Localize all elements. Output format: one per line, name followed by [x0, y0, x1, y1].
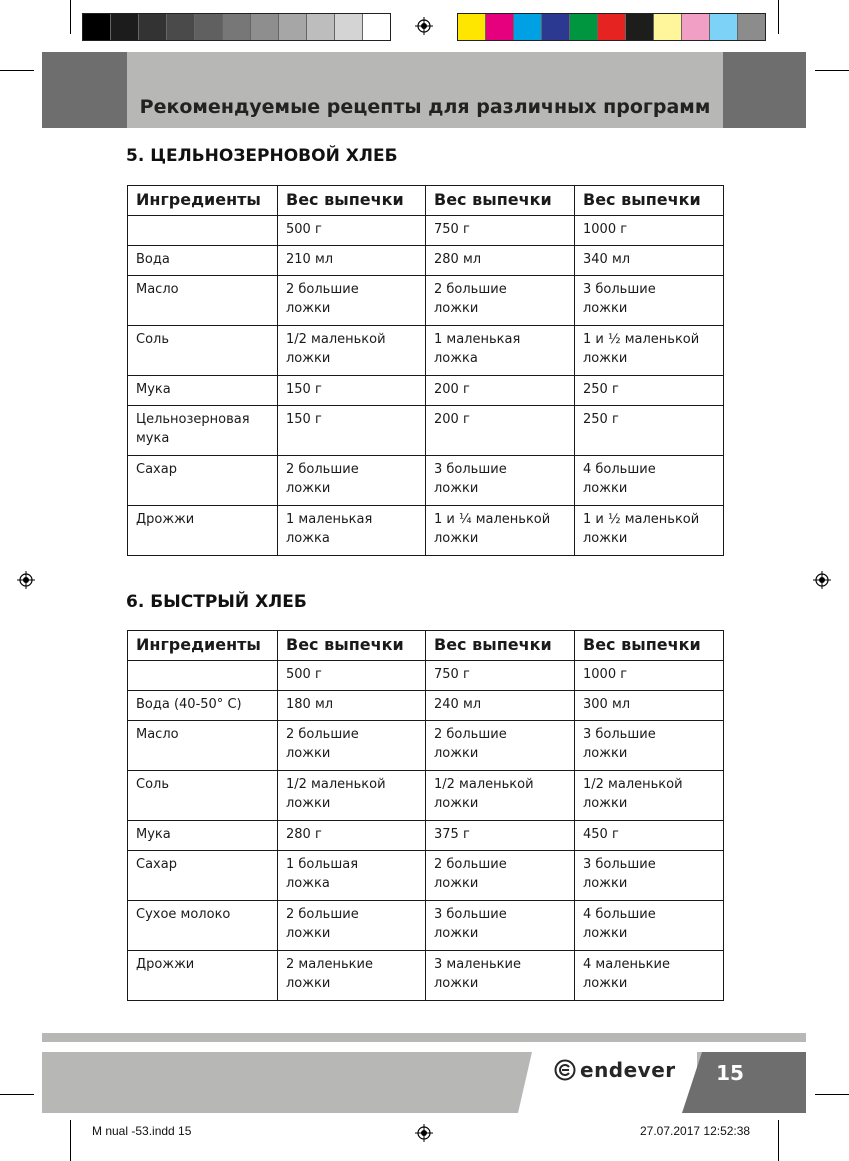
- weight-cell: 1000 г: [575, 661, 724, 691]
- recipe-table-quick: [127, 630, 724, 1001]
- color-swatch: [362, 14, 390, 40]
- brand-name: endever: [580, 1058, 676, 1082]
- column-header: Вес выпечки: [426, 186, 575, 216]
- table-header-row: [128, 631, 724, 661]
- color-swatch: [166, 14, 194, 40]
- ingredient-cell: Сахар: [128, 456, 278, 506]
- weight-cell: 250 г: [575, 406, 724, 456]
- weight-cell: 1/2 маленькой ложки: [278, 326, 426, 376]
- ingredient-cell: Дрожжи: [128, 951, 278, 1001]
- color-swatch: [250, 14, 278, 40]
- weight-cell: 2 большие ложки: [426, 721, 575, 771]
- weight-cell: 2 большие ложки: [278, 901, 426, 951]
- table-row: [128, 506, 724, 556]
- weight-cell: 1000 г: [575, 216, 724, 246]
- color-swatch: [681, 14, 709, 40]
- weight-cell: 180 мл: [278, 691, 426, 721]
- cmyk-color-bar: [457, 13, 766, 41]
- weight-cell: 1 и ¼ маленькой ложки: [426, 506, 575, 556]
- weight-cell: 1/2 маленькой ложки: [575, 771, 724, 821]
- table-row: [128, 376, 724, 406]
- table-row: [128, 901, 724, 951]
- column-header: Вес выпечки: [278, 631, 426, 661]
- table-row: [128, 456, 724, 506]
- color-swatch: [625, 14, 653, 40]
- weight-cell: 200 г: [426, 376, 575, 406]
- weight-cell: 750 г: [426, 661, 575, 691]
- color-swatch: [737, 14, 765, 40]
- color-swatch: [569, 14, 597, 40]
- weight-cell: 2 маленькие ложки: [278, 951, 426, 1001]
- table-row: [128, 771, 724, 821]
- weight-cell: 4 большие ложки: [575, 901, 724, 951]
- registration-mark-icon: [415, 1124, 433, 1142]
- footer-rule: [42, 1033, 806, 1042]
- color-swatch: [138, 14, 166, 40]
- table-row: [128, 326, 724, 376]
- table-row: [128, 246, 724, 276]
- weight-cell: 280 мл: [426, 246, 575, 276]
- weight-cell: 210 мл: [278, 246, 426, 276]
- table-header-row: [128, 186, 724, 216]
- weight-cell: 150 г: [278, 376, 426, 406]
- weight-cell: 4 маленькие ложки: [575, 951, 724, 1001]
- weight-cell: 1/2 маленькой ложки: [426, 771, 575, 821]
- slug-date-info: 27.07.2017 12:52:38: [640, 1124, 751, 1138]
- crop-mark: [70, 1120, 71, 1161]
- weight-cell: 280 г: [278, 821, 426, 851]
- table-row: [128, 661, 724, 691]
- color-swatch: [513, 14, 541, 40]
- weight-cell: 150 г: [278, 406, 426, 456]
- weight-cell: 3 большие ложки: [426, 901, 575, 951]
- weight-cell: 1 маленькая ложка: [278, 506, 426, 556]
- weight-cell: 200 г: [426, 406, 575, 456]
- weight-cell: 300 мл: [575, 691, 724, 721]
- ingredient-cell: Масло: [128, 721, 278, 771]
- section-title: 5. ЦЕЛЬНОЗЕРНОВОЙ ХЛЕБ: [126, 146, 398, 166]
- crop-mark: [778, 0, 779, 34]
- gray-color-bar: [82, 13, 391, 41]
- weight-cell: 3 большие ложки: [575, 721, 724, 771]
- table-row: [128, 216, 724, 246]
- weight-cell: 750 г: [426, 216, 575, 246]
- weight-cell: 2 большие ложки: [426, 851, 575, 901]
- crop-mark: [778, 1120, 779, 1161]
- weight-cell: 2 большие ложки: [278, 456, 426, 506]
- brand-logo-icon: [554, 1059, 576, 1081]
- weight-cell: 500 г: [278, 216, 426, 246]
- registration-mark-icon: [17, 571, 35, 589]
- weight-cell: 4 большие ложки: [575, 456, 724, 506]
- weight-cell: 1/2 маленькой ложки: [278, 771, 426, 821]
- weight-cell: 375 г: [426, 821, 575, 851]
- page-header-title: Рекомендуемые рецепты для различных программ: [139, 96, 711, 118]
- color-swatch: [541, 14, 569, 40]
- table-row: [128, 951, 724, 1001]
- color-swatch: [458, 14, 485, 40]
- brand-logo: [554, 1058, 676, 1082]
- color-swatch: [709, 14, 737, 40]
- column-header: Ингредиенты: [128, 631, 278, 661]
- weight-cell: 250 г: [575, 376, 724, 406]
- weight-cell: 240 мл: [426, 691, 575, 721]
- ingredient-cell: Дрожжи: [128, 506, 278, 556]
- weight-cell: 3 большие ложки: [575, 851, 724, 901]
- crop-mark: [815, 1094, 849, 1095]
- weight-cell: 3 маленькие ложки: [426, 951, 575, 1001]
- ingredient-cell: [128, 216, 278, 246]
- weight-cell: 2 большие ложки: [278, 721, 426, 771]
- ingredient-cell: Соль: [128, 326, 278, 376]
- section-title: 6. БЫСТРЫЙ ХЛЕБ: [126, 592, 307, 612]
- ingredient-cell: Соль: [128, 771, 278, 821]
- column-header: Вес выпечки: [278, 186, 426, 216]
- header-right-block: [723, 52, 806, 128]
- ingredient-cell: Мука: [128, 821, 278, 851]
- color-swatch: [278, 14, 306, 40]
- weight-cell: 1 большая ложка: [278, 851, 426, 901]
- table-row: [128, 406, 724, 456]
- color-swatch: [653, 14, 681, 40]
- header-left-block: [42, 52, 127, 128]
- slug-file-info: M nual -53.indd 15: [92, 1124, 192, 1138]
- weight-cell: 1 и ½ маленькой ложки: [575, 326, 724, 376]
- weight-cell: 2 большие ложки: [426, 276, 575, 326]
- ingredient-cell: Сахар: [128, 851, 278, 901]
- ingredient-cell: Мука: [128, 376, 278, 406]
- weight-cell: 3 большие ложки: [426, 456, 575, 506]
- table-row: [128, 691, 724, 721]
- color-swatch: [110, 14, 138, 40]
- ingredient-cell: Вода (40-50° С): [128, 691, 278, 721]
- crop-mark: [0, 1094, 34, 1095]
- table-row: [128, 276, 724, 326]
- color-swatch: [83, 14, 110, 40]
- color-swatch: [222, 14, 250, 40]
- table-row: [128, 821, 724, 851]
- table-row: [128, 851, 724, 901]
- weight-cell: 1 и ½ маленькой ложки: [575, 506, 724, 556]
- registration-mark-icon: [415, 17, 433, 35]
- ingredient-cell: Масло: [128, 276, 278, 326]
- crop-mark: [70, 0, 71, 34]
- recipe-table-wholegrain: [127, 185, 724, 556]
- footer-band: [42, 1052, 806, 1113]
- weight-cell: 450 г: [575, 821, 724, 851]
- color-swatch: [334, 14, 362, 40]
- crop-mark: [815, 70, 849, 71]
- column-header: Вес выпечки: [575, 631, 724, 661]
- registration-mark-icon: [813, 571, 831, 589]
- column-header: Вес выпечки: [575, 186, 724, 216]
- color-swatch: [485, 14, 513, 40]
- table-row: [128, 721, 724, 771]
- color-swatch: [306, 14, 334, 40]
- ingredient-cell: Цельнозерновая мука: [128, 406, 278, 456]
- page-number: 15: [716, 1061, 744, 1085]
- color-swatch: [194, 14, 222, 40]
- ingredient-cell: Сухое молоко: [128, 901, 278, 951]
- weight-cell: 340 мл: [575, 246, 724, 276]
- weight-cell: 2 большие ложки: [278, 276, 426, 326]
- ingredient-cell: Вода: [128, 246, 278, 276]
- ingredient-cell: [128, 661, 278, 691]
- column-header: Ингредиенты: [128, 186, 278, 216]
- column-header: Вес выпечки: [426, 631, 575, 661]
- color-swatch: [597, 14, 625, 40]
- crop-mark: [0, 70, 34, 71]
- weight-cell: 1 маленькая ложка: [426, 326, 575, 376]
- weight-cell: 3 большие ложки: [575, 276, 724, 326]
- weight-cell: 500 г: [278, 661, 426, 691]
